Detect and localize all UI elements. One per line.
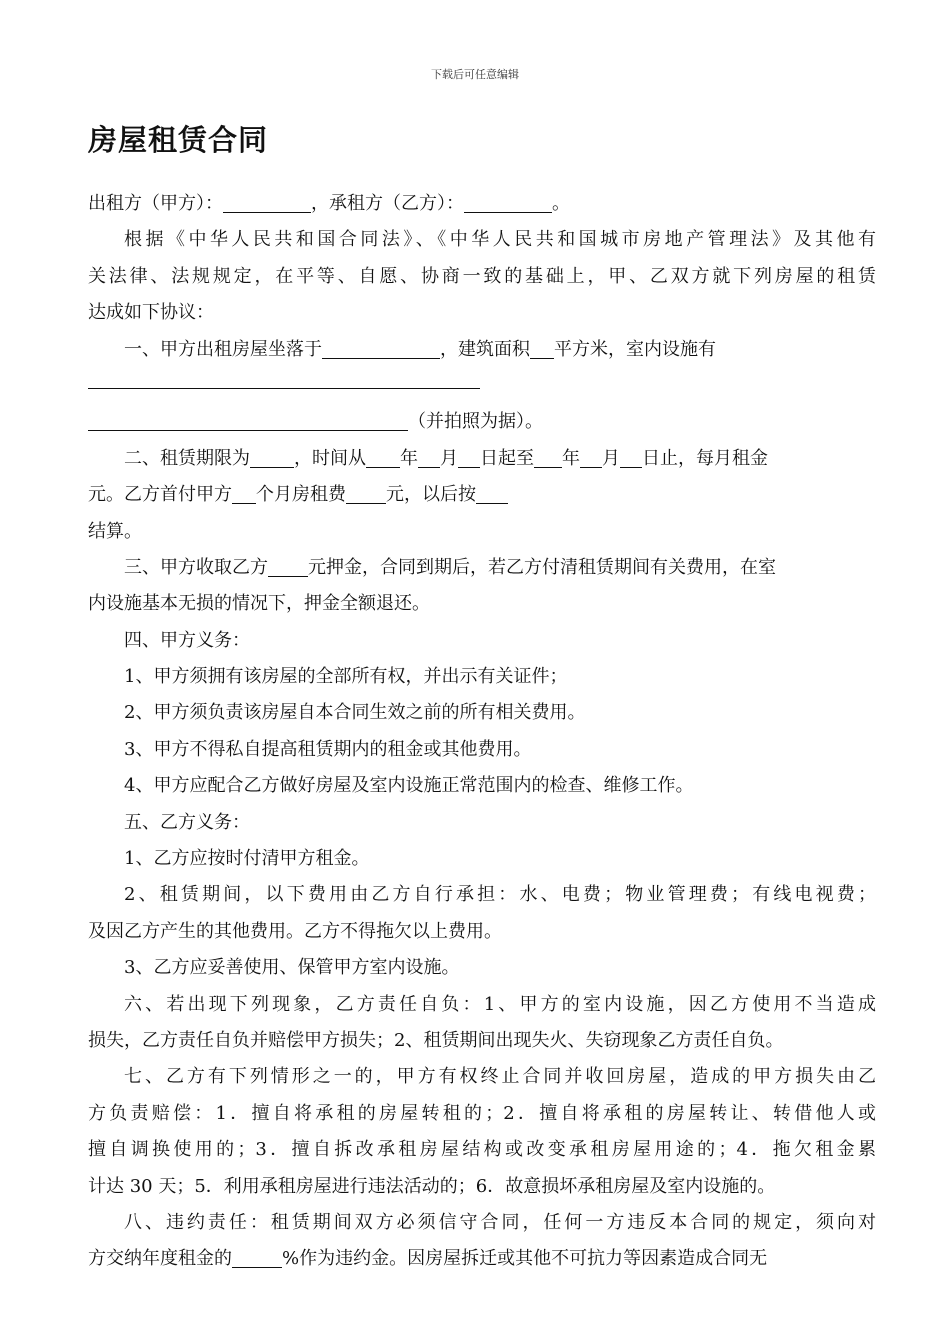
- clause-4-item: 4、甲方应配合乙方做好房屋及室内设施正常范围内的检查、维修工作。: [124, 775, 694, 797]
- preamble-line-1: 根据《中华人民共和国合同法》、《中华人民共和国城市房地产管理法》及其他有: [124, 229, 876, 251]
- to-label: 日起至: [480, 447, 534, 469]
- year-label: 年: [562, 447, 580, 469]
- clause-8-line-1: 八、违约责任：租赁期间双方必须信守合同，任何一方违反本合同的规定，须向对: [124, 1211, 876, 1233]
- lessor-label: 出租方（甲方）：: [88, 193, 223, 214]
- page-header-note: 下载后可任意编辑: [431, 68, 519, 81]
- clause-5-item-continued: 及因乙方产生的其他费用。乙方不得拖欠以上费用。: [88, 920, 502, 942]
- clause-5-item: 1、乙方应按时付清甲方租金。: [124, 848, 370, 870]
- clause-3-line-2: 内设施基本无损的情况下，押金全额退还。: [88, 593, 430, 615]
- rent-fee-label: 个月房租费: [256, 484, 346, 506]
- penalty-text: %作为违约金。因房屋拆迁或其他不可抗力等因素造成合同无: [282, 1248, 768, 1270]
- document-title: 房屋租赁合同: [88, 123, 269, 157]
- start-day-blank[interactable]: [458, 445, 480, 468]
- year-label: 年: [400, 447, 418, 469]
- clause-6-line-1: 六、若出现下列现象，乙方责任自负：1、甲方的室内设施，因乙方使用不当造成: [124, 993, 876, 1015]
- area-blank[interactable]: [530, 336, 554, 359]
- clause-4-heading: 四、甲方义务：: [124, 629, 250, 651]
- clause-4-item: 1、甲方须拥有该房屋的全部所有权，并出示有关证件；: [124, 666, 568, 688]
- clause-5-item: 3、乙方应妥善使用、保管甲方室内设施。: [124, 957, 460, 979]
- clause-8-line-2: [88, 1241, 876, 1277]
- clause-1-line-3: [88, 404, 876, 440]
- term-blank[interactable]: [250, 445, 294, 468]
- from-label: ，时间从: [294, 447, 366, 469]
- deposit-blank[interactable]: [268, 554, 308, 577]
- clause-4-item: 3、甲方不得私自提高租赁期内的租金或其他费用。: [124, 738, 532, 760]
- clause-2-line-1: [88, 441, 876, 477]
- amount-blank[interactable]: [346, 481, 386, 504]
- end-year-blank[interactable]: [534, 445, 562, 468]
- facilities-blank-1[interactable]: [88, 368, 480, 389]
- clause-2-line-2: [88, 477, 876, 513]
- month-label: 月: [602, 447, 620, 469]
- preamble-line-2: 关法律、法规规定，在平等、自愿、协商一致的基础上，甲、乙双方就下列房屋的租赁: [88, 265, 876, 287]
- penalty-percent-blank[interactable]: [232, 1245, 282, 1268]
- facilities-label: 平方米，室内设施有: [554, 338, 716, 360]
- lessee-label: ，承租方（乙方）：: [311, 193, 464, 214]
- penalty-label: 方交纳年度租金的: [88, 1248, 232, 1270]
- deposit-label: 三、甲方收取乙方: [124, 556, 268, 578]
- preamble-line-3: 达成如下协议：: [88, 302, 214, 324]
- clause-7-line-3: 擅自调换使用的；3．擅自拆改承租房屋结构或改变承租房屋用途的；4．拖欠租金累: [88, 1139, 876, 1161]
- lessor-blank[interactable]: [223, 190, 311, 213]
- start-month-blank[interactable]: [418, 445, 440, 468]
- monthly-rent-label: 日止，每月租金: [642, 447, 768, 469]
- lessee-blank[interactable]: [464, 190, 552, 213]
- area-label: ，建筑面积: [440, 338, 530, 360]
- clause-7-line-4: 计达 30 天；5．利用承租房屋进行违法活动的；6．故意损坏承租房屋及室内设施的。: [88, 1175, 776, 1197]
- term-label: 二、租赁期限为: [124, 447, 250, 469]
- contract-body: [88, 186, 876, 1278]
- clause-2-line-3: 结算。: [88, 520, 142, 542]
- clause-3-line-1: [88, 550, 876, 586]
- location-blank[interactable]: [322, 336, 440, 359]
- clause-1-line-2: [88, 368, 876, 404]
- period: 。: [552, 193, 570, 214]
- photo-note: （并拍照为据）。: [408, 411, 543, 433]
- clause-7-line-2: 方负责赔偿：1．擅自将承租的房屋转租的；2．擅自将承租的房屋转让、转借他人或: [88, 1102, 876, 1124]
- settlement-blank[interactable]: [476, 481, 508, 504]
- clause-4-item: 2、甲方须负责该房屋自本合同生效之前的所有相关费用。: [124, 702, 586, 724]
- clause-7-line-1: 七、乙方有下列情形之一的，甲方有权终止合同并收回房屋，造成的甲方损失由乙: [124, 1066, 876, 1088]
- months-blank[interactable]: [232, 481, 256, 504]
- clause-1-location-label: 一、甲方出租房屋坐落于: [124, 338, 322, 360]
- end-month-blank[interactable]: [580, 445, 602, 468]
- then-by-label: 元，以后按: [386, 484, 476, 506]
- first-payment-label: 元。乙方首付甲方: [88, 484, 232, 506]
- parties-line: [88, 186, 876, 222]
- clause-5-item: 2、租赁期间，以下费用由乙方自行承担：水、电费；物业管理费；有线电视费；: [124, 884, 876, 906]
- deposit-text: 元押金，合同到期后，若乙方付清租赁期间有关费用，在室: [308, 556, 776, 578]
- clause-1-line-1: [88, 332, 876, 368]
- start-year-blank[interactable]: [366, 445, 400, 468]
- clause-5-heading: 五、乙方义务：: [124, 811, 250, 833]
- facilities-blank-2[interactable]: [88, 408, 408, 431]
- month-label: 月: [440, 447, 458, 469]
- clause-6-line-2: 损失，乙方责任自负并赔偿甲方损失；2、租赁期间出现失火、失窃现象乙方责任自负。: [88, 1029, 784, 1051]
- end-day-blank[interactable]: [620, 445, 642, 468]
